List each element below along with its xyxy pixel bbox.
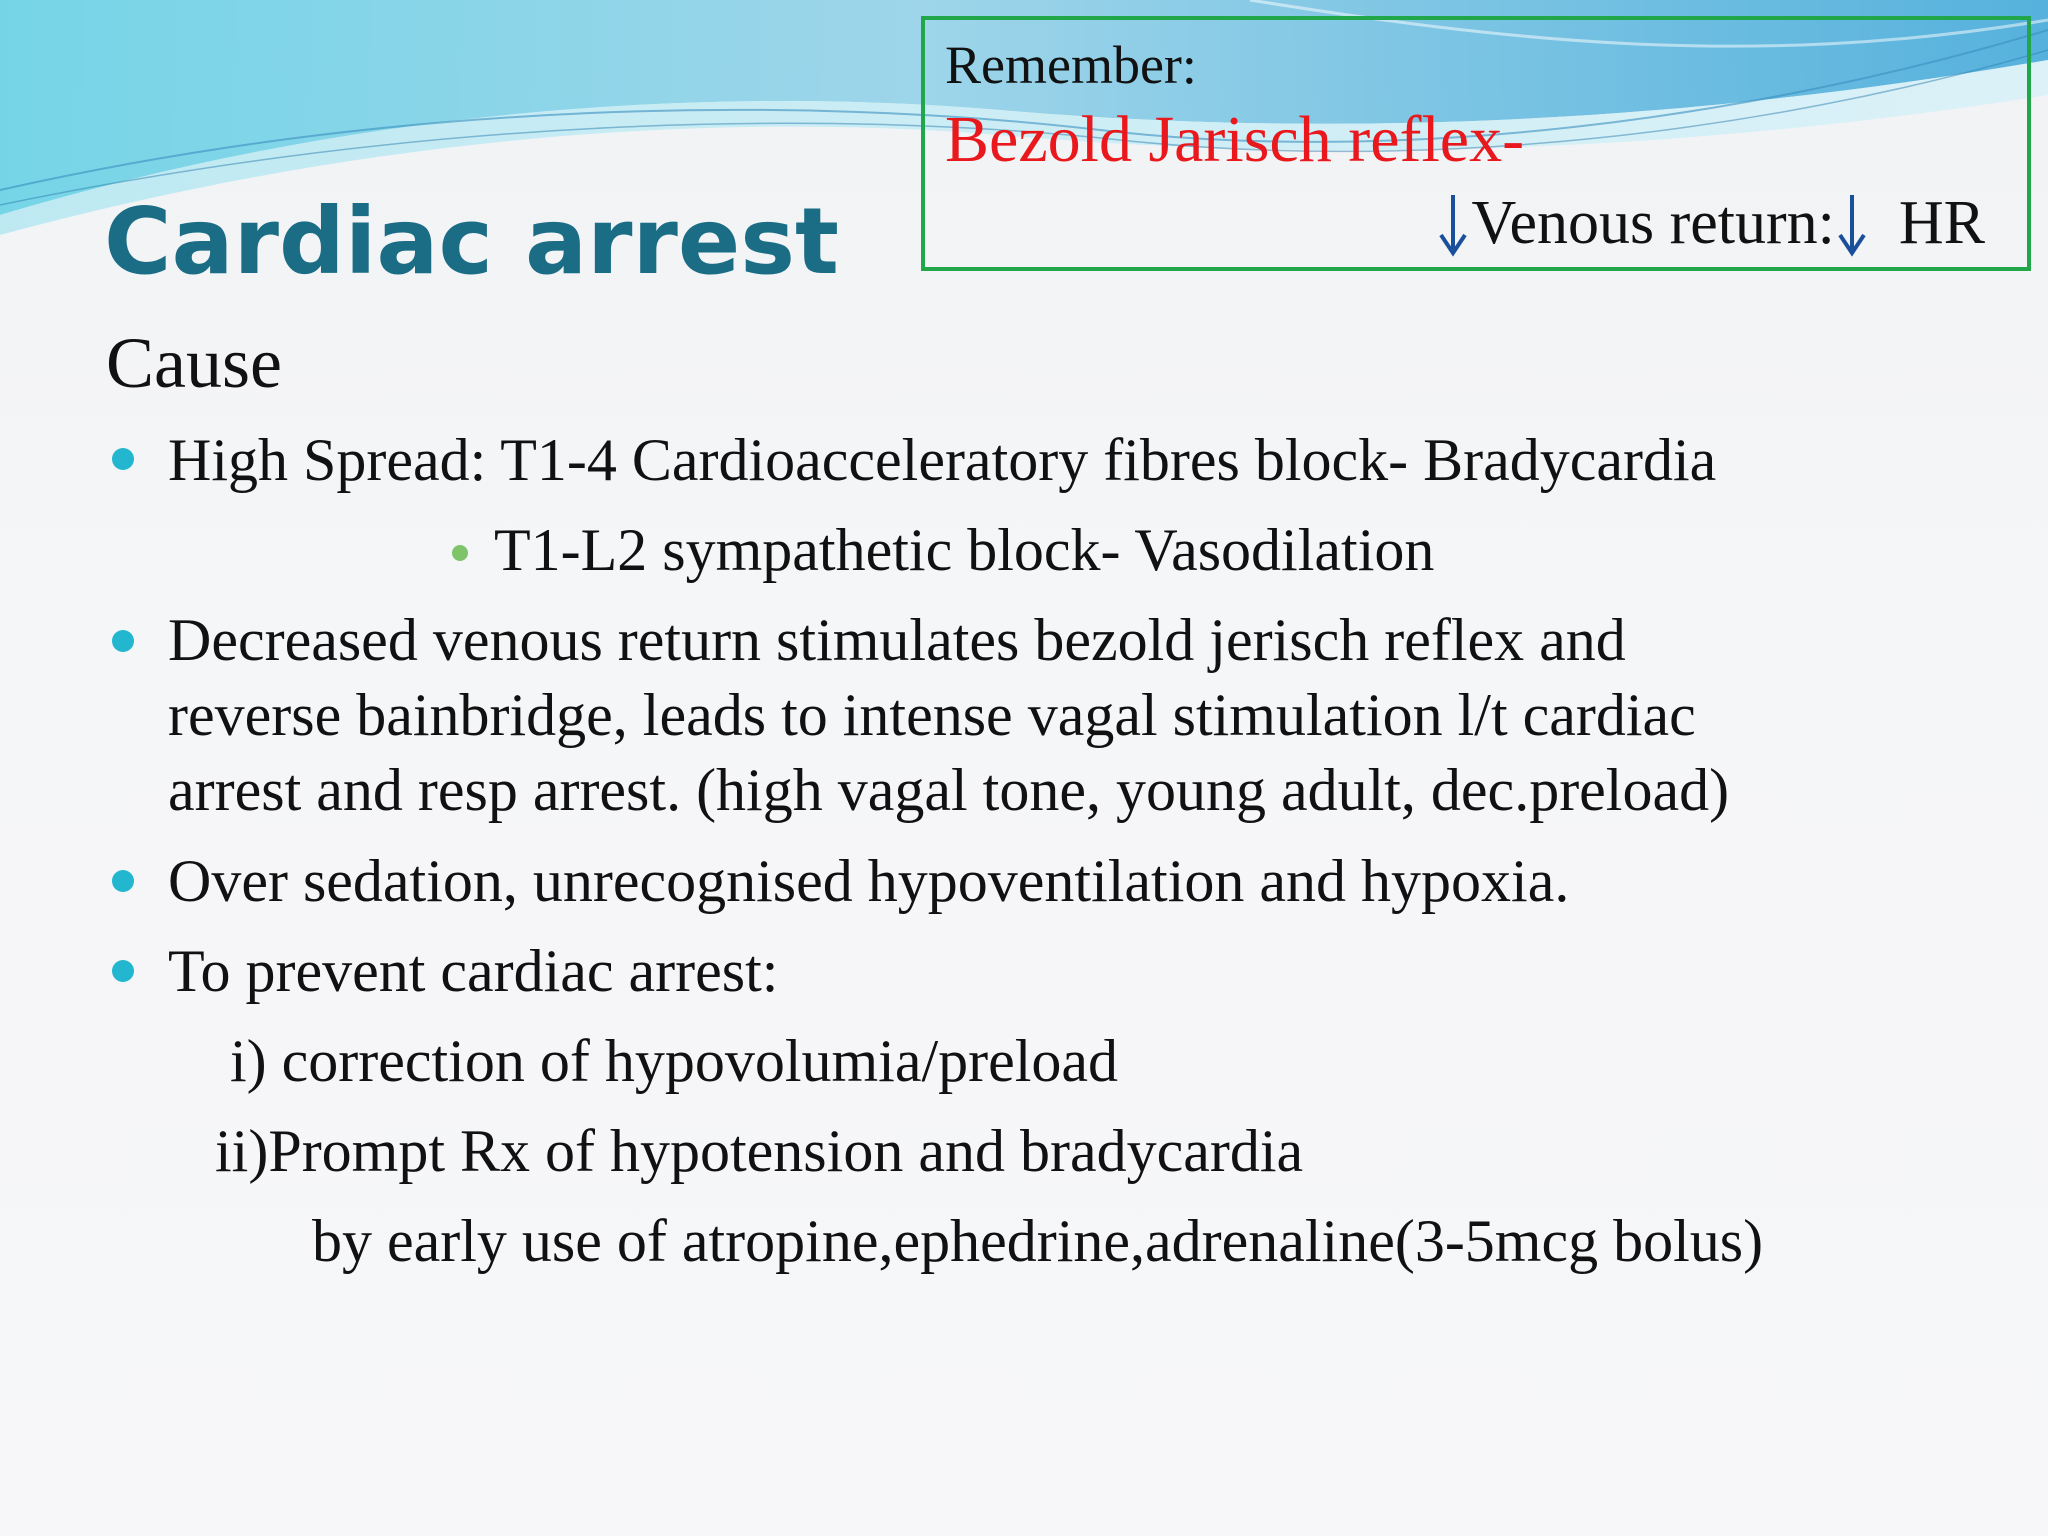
sub-bullet-sympathetic: T1-L2 sympathetic block- Vasodilation (494, 517, 1435, 583)
reflex-effect-line (1436, 188, 1985, 259)
remember-callout-box (921, 16, 2031, 271)
bullet-dot-icon (112, 960, 134, 982)
prevent-step-ii-continued: by early use of atropine,ephedrine,adrenaline(3-5mcg bolus) (312, 1208, 1764, 1274)
bullet-prevent: To prevent cardiac arrest: (168, 938, 779, 1004)
remember-label: Remember: (945, 35, 1197, 95)
bullet-over-sedation: Over sedation, unrecognised hypoventilation and hypoxia. (168, 848, 1570, 914)
hr-label: HR (1898, 189, 1985, 257)
bullet-dot-icon (112, 630, 134, 652)
sub-bullet-dot-icon (452, 545, 468, 561)
bullet-decreased-line-1: Decreased venous return stimulates bezold jerisch reflex and (168, 607, 1626, 673)
bullet-dot-icon (112, 448, 134, 470)
prevent-step-i: i) correction of hypovolumia/preload (230, 1028, 1119, 1094)
arrow-down-icon (1835, 191, 1869, 257)
bullet-decreased-line-3: arrest and resp arrest. (high vagal tone, young adult, dec.preload) (168, 757, 1730, 823)
prevent-step-ii: ii)Prompt Rx of hypotension and bradycardia (215, 1118, 1304, 1184)
venous-return-label: Venous return: (1471, 189, 1835, 257)
slide-title: Cardiac arrest (104, 188, 839, 295)
bullet-high-spread: High Spread: T1-4 Cardioacceleratory fibres block- Bradycardia (168, 427, 1717, 493)
bullet-dot-icon (112, 870, 134, 892)
reflex-name: Bezold Jarisch reflex- (945, 103, 1525, 176)
arrow-down-icon (1436, 191, 1470, 257)
cause-heading: Cause (106, 323, 282, 403)
bullet-decreased-line-2: reverse bainbridge, leads to intense vagal stimulation l/t cardiac (168, 682, 1696, 748)
